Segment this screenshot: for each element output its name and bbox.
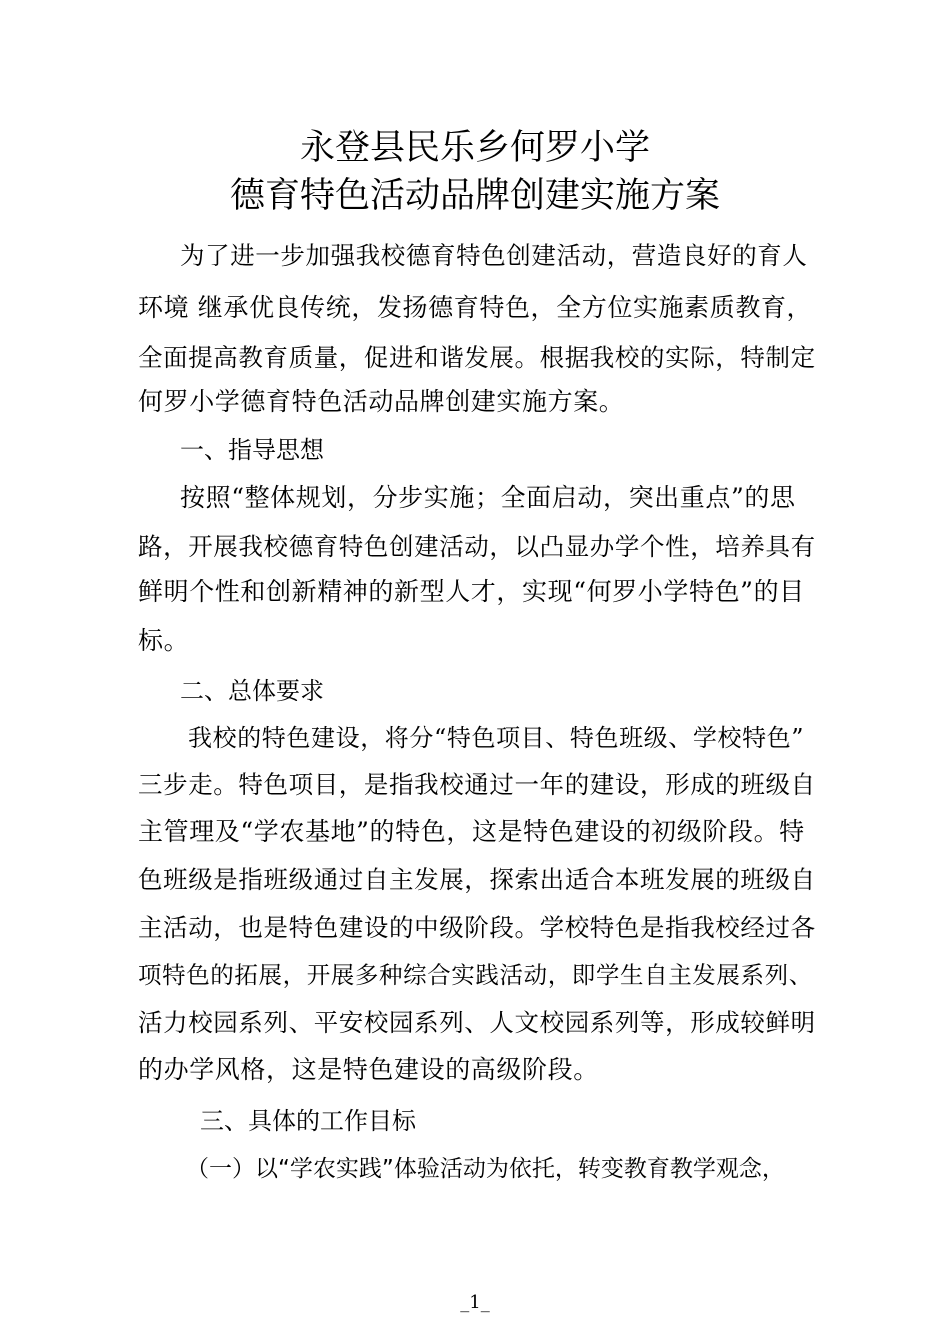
document-title-line-2: 德育特色活动品牌创建实施方案 (229, 176, 720, 216)
section-heading-guiding-ideology: 一、指导思想 (180, 436, 324, 464)
intro-line-4: 何罗小学德育特色活动品牌创建实施方案。 (138, 387, 625, 416)
section2-line-5: 主活动，也是特色建设的中级阶段。学校特色是指我校经过各 (138, 913, 816, 942)
section2-line-2: 三步走。特色项目，是指我校通过一年的建设，形成的班级自 (138, 770, 816, 799)
section-heading-work-goals: 三、具体的工作目标 (200, 1107, 416, 1135)
document-title-line-1: 永登县民乐乡何罗小学 (299, 128, 650, 168)
section1-line-3: 鲜明个性和创新精神的新型人才，实现“何罗小学特色”的目 (138, 577, 805, 606)
section2-line-4: 色班级是指班级通过自主发展，探索出适合本班发展的班级自 (138, 865, 816, 894)
section-heading-overall-requirements: 二、总体要求 (180, 677, 324, 705)
section2-line-1: 我校的特色建设，将分“特色项目、特色班级、学校特色” (188, 724, 805, 752)
section1-line-1: 按照“整体规划，分步实施；全面启动，突出重点”的思 (180, 483, 796, 512)
intro-line-2: 环境 继承优良传统，发扬德育特色，全方位实施素质教育， (138, 293, 813, 322)
section2-line-8: 的办学风格，这是特色建设的高级阶段。 (138, 1055, 599, 1084)
page-number: _1_ (460, 1292, 490, 1313)
section1-line-2: 路，开展我校德育特色创建活动，以凸显办学个性，培养具有 (138, 532, 816, 561)
intro-line-1: 为了进一步加强我校德育特色创建活动，营造良好的育人 (180, 241, 808, 270)
section2-line-6: 项特色的拓展，开展多种综合实践活动，即学生自主发展系列、 (138, 961, 813, 989)
section1-line-4: 标。 (138, 626, 190, 655)
section2-line-3: 主管理及“学农基地”的特色，这是特色建设的初级阶段。特 (138, 817, 805, 846)
section2-line-7: 活力校园系列、平安校园系列、人文校园系列等，形成较鲜明 (138, 1008, 816, 1037)
intro-line-3: 全面提高教育质量，促进和谐发展。根据我校的实际，特制定 (138, 343, 816, 372)
subsection-heading-1: （一）以“学农实践”体验活动为依托，转变教育教学观念， (186, 1156, 785, 1182)
